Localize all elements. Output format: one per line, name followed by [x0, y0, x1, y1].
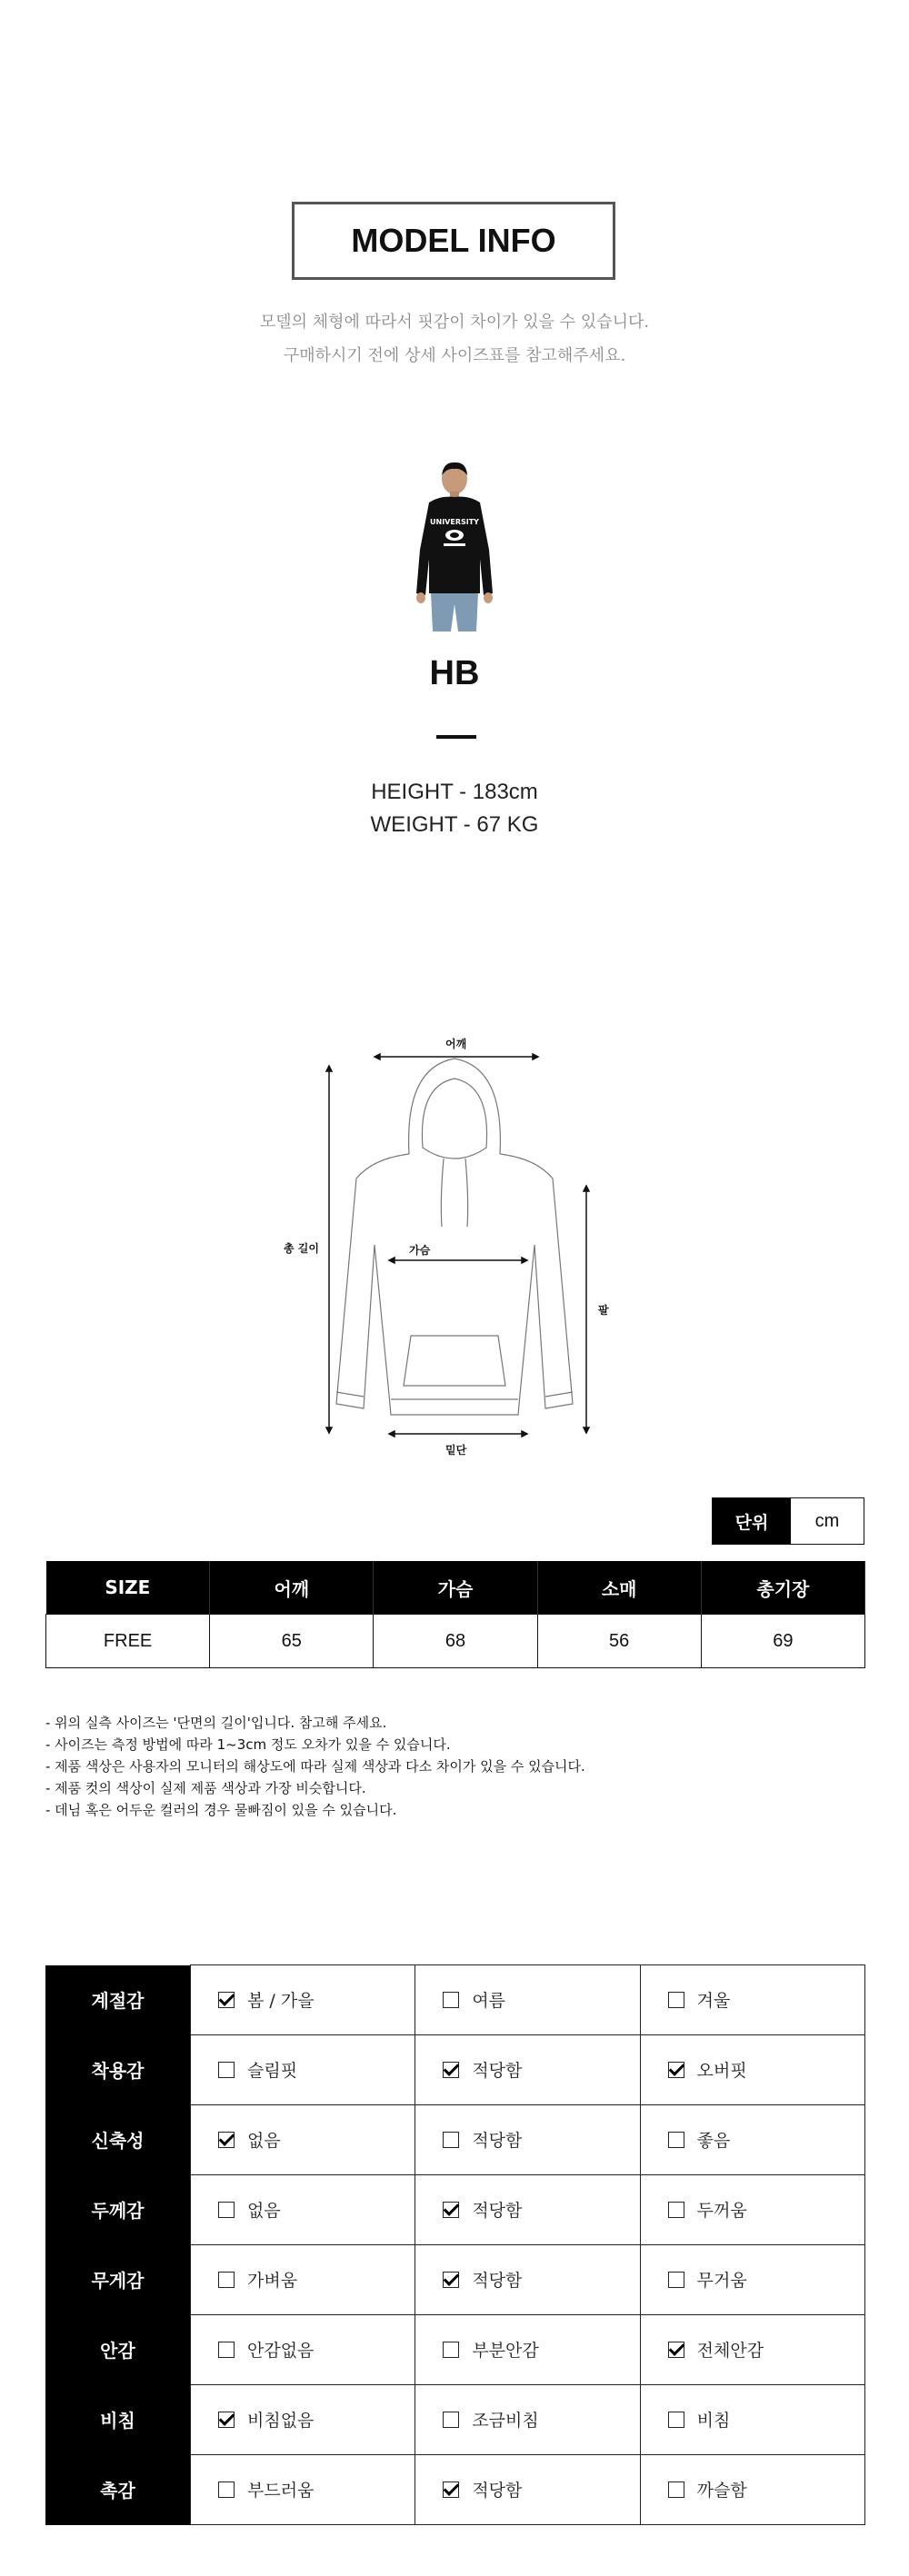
fit-option [443, 2057, 639, 2082]
fit-option [668, 2407, 864, 2432]
fit-option-cell [191, 2314, 415, 2384]
fit-option-cell [191, 2034, 415, 2104]
fit-row-label: 촉감 [45, 2454, 191, 2524]
fit-row-label: 신축성 [45, 2104, 191, 2174]
unchecked-checkbox-icon [668, 2202, 684, 2218]
checked-checkbox-icon [443, 2482, 459, 2498]
unchecked-checkbox-icon [218, 2202, 235, 2218]
size-table [45, 1561, 865, 1668]
fit-option-label: 적당함 [472, 2061, 523, 2081]
unchecked-checkbox-icon [443, 2342, 459, 2358]
fit-option [668, 1987, 864, 2012]
fit-option-label: 슬림핏 [247, 2061, 298, 2081]
fit-option-label: 전체안감 [696, 2341, 764, 2361]
model-height: HEIGHT - 183cm [371, 780, 538, 804]
diagram-label-shoulder: 어깨 [445, 1038, 467, 1050]
checked-checkbox-icon [668, 2342, 684, 2358]
fit-option-cell [191, 2454, 415, 2524]
size-cell-chest: 68 [374, 1615, 537, 1668]
model-divider [436, 735, 476, 739]
fit-option [218, 2407, 415, 2432]
checked-checkbox-icon [668, 2062, 684, 2078]
fit-option-cell [191, 2104, 415, 2174]
fit-option-cell [640, 2174, 864, 2244]
fit-option [668, 2337, 864, 2362]
model-name: HB [429, 654, 480, 692]
fit-option-cell [640, 2384, 864, 2454]
fit-option [668, 2197, 864, 2222]
fit-option-label: 부드러움 [247, 2481, 315, 2501]
fit-option-label: 없음 [247, 2201, 281, 2221]
fit-option-label: 두꺼움 [696, 2201, 747, 2221]
size-cell-shoulder: 65 [210, 1615, 374, 1668]
fit-option [443, 2197, 639, 2222]
note-item: - 위의 실측 사이즈는 '단면의 길이'입니다. 참고해 주세요. [45, 1715, 387, 1731]
fit-option-cell [191, 1965, 415, 2035]
fit-option-label: 까슬함 [696, 2481, 747, 2501]
fit-option [668, 2127, 864, 2152]
fit-option [218, 2057, 415, 2082]
model-info-title: MODEL INFO [351, 222, 556, 259]
fit-row-label: 두께감 [45, 2174, 191, 2244]
fit-option-label: 안감없음 [247, 2341, 315, 2361]
fit-option [443, 2337, 639, 2362]
fit-option [218, 2197, 415, 2222]
fit-option-label: 비침없음 [247, 2411, 315, 2431]
fit-option [218, 2267, 415, 2292]
unit-label: 단위 [713, 1498, 791, 1544]
fit-row-weight [45, 2244, 865, 2314]
fit-row-sheerness [45, 2384, 865, 2454]
fit-option [218, 2477, 415, 2501]
checked-checkbox-icon [443, 2272, 459, 2288]
table-row [46, 1615, 865, 1668]
fit-row-label: 무게감 [45, 2244, 191, 2314]
fit-option-cell [640, 2034, 864, 2104]
fit-option-label: 적당함 [472, 2481, 523, 2501]
size-header-sleeve: 소매 [537, 1561, 701, 1615]
checked-checkbox-icon [218, 2412, 235, 2428]
checked-checkbox-icon [218, 1992, 235, 2008]
unchecked-checkbox-icon [443, 2132, 459, 2148]
fit-option [668, 2477, 864, 2501]
fit-option-label: 없음 [247, 2131, 281, 2151]
model-notice-line-2: 구매하시기 전에 상세 사이즈표를 참고해주세요. [283, 346, 626, 365]
fit-row-stretch [45, 2104, 865, 2174]
size-header-length: 총기장 [701, 1561, 864, 1615]
size-table-header-row [46, 1561, 865, 1615]
fit-option-label: 가벼움 [247, 2271, 298, 2291]
fit-option-cell [640, 1965, 864, 2035]
checked-checkbox-icon [443, 2062, 459, 2078]
fit-option-cell [640, 2244, 864, 2314]
fit-option [218, 2337, 415, 2362]
fit-option-label: 적당함 [472, 2271, 523, 2291]
unchecked-checkbox-icon [668, 1992, 684, 2008]
unchecked-checkbox-icon [668, 2132, 684, 2148]
fit-option-cell [415, 1965, 640, 2035]
checked-checkbox-icon [443, 2202, 459, 2218]
fit-option-cell [415, 2384, 640, 2454]
diagram-label-sleeve: 팔 [598, 1304, 609, 1317]
unchecked-checkbox-icon [218, 2062, 235, 2078]
unchecked-checkbox-icon [218, 2342, 235, 2358]
fit-row-season [45, 1965, 865, 2035]
unit-indicator [712, 1497, 864, 1545]
size-header-chest: 가슴 [374, 1561, 537, 1615]
fit-option-label: 오버핏 [696, 2061, 747, 2081]
unit-value: cm [814, 1510, 840, 1531]
fit-row-thickness [45, 2174, 865, 2244]
fit-option [668, 2267, 864, 2292]
fit-row-label: 계절감 [45, 1965, 191, 2035]
fit-option-label: 좋음 [696, 2131, 731, 2151]
unchecked-checkbox-icon [218, 2482, 235, 2498]
fit-option-label: 여름 [472, 1991, 506, 2012]
model-photo [409, 459, 500, 632]
fit-table [45, 1964, 865, 2525]
unchecked-checkbox-icon [443, 2412, 459, 2428]
note-item: - 데님 혹은 어두운 컬러의 경우 물빠짐이 있을 수 있습니다. [45, 1802, 397, 1818]
fit-row-texture [45, 2454, 865, 2524]
fit-option-label: 봄 / 가을 [247, 1991, 315, 2012]
fit-row-fit [45, 2034, 865, 2104]
fit-option [668, 2057, 864, 2082]
fit-option [443, 2127, 639, 2152]
size-header-size: SIZE [46, 1561, 210, 1615]
model-info-title-box [292, 202, 615, 280]
fit-option [218, 1987, 415, 2012]
model-notice-line-1: 모델의 체형에 따라서 핏감이 차이가 있을 수 있습니다. [259, 313, 650, 332]
unchecked-checkbox-icon [443, 1992, 459, 2008]
fit-option-cell [191, 2384, 415, 2454]
fit-row-label: 안감 [45, 2314, 191, 2384]
fit-option [443, 2407, 639, 2432]
fit-option-cell [415, 2034, 640, 2104]
unchecked-checkbox-icon [668, 2412, 684, 2428]
fit-option-cell [415, 2104, 640, 2174]
unchecked-checkbox-icon [668, 2272, 684, 2288]
diagram-label-hem: 밑단 [445, 1444, 467, 1457]
fit-option-label: 부분안감 [472, 2341, 539, 2361]
size-cell-size: FREE [46, 1615, 210, 1668]
size-cell-sleeve: 56 [537, 1615, 701, 1668]
fit-option [443, 2477, 639, 2501]
note-item: - 제품 컷의 색상이 실제 제품 색상과 가장 비슷합니다. [45, 1780, 366, 1796]
fit-option-cell [415, 2244, 640, 2314]
fit-option-cell [191, 2174, 415, 2244]
fit-option-cell [640, 2454, 864, 2524]
fit-option [443, 2267, 639, 2292]
fit-option-cell [640, 2314, 864, 2384]
fit-option-label: 조금비침 [472, 2411, 539, 2431]
checked-checkbox-icon [218, 2132, 235, 2148]
model-weight: WEIGHT - 67 KG [370, 812, 539, 837]
fit-option-cell [191, 2244, 415, 2314]
fit-row-lining [45, 2314, 865, 2384]
unchecked-checkbox-icon [668, 2482, 684, 2498]
fit-option-cell [415, 2174, 640, 2244]
fit-option-label: 비침 [696, 2411, 731, 2431]
fit-option-cell [640, 2104, 864, 2174]
fit-option [218, 2127, 415, 2152]
fit-option-label: 무거움 [696, 2271, 747, 2291]
diagram-label-chest: 가슴 [409, 1244, 431, 1257]
fit-row-label: 비침 [45, 2384, 191, 2454]
size-diagram [273, 1022, 636, 1458]
note-item: - 사이즈는 측정 방법에 따라 1~3cm 정도 오차가 있을 수 있습니다. [45, 1736, 451, 1753]
fit-option-label: 적당함 [472, 2131, 523, 2151]
size-header-shoulder: 어깨 [210, 1561, 374, 1615]
fit-option [443, 1987, 639, 2012]
fit-row-label: 착용감 [45, 2034, 191, 2104]
fit-option-cell [415, 2454, 640, 2524]
size-cell-length: 69 [701, 1615, 864, 1668]
fit-option-label: 겨울 [696, 1991, 731, 2012]
fit-option-label: 적당함 [472, 2201, 523, 2221]
fit-option-cell [415, 2314, 640, 2384]
size-notes [45, 1712, 864, 1821]
note-item: - 제품 색상은 사용자의 모니터의 해상도에 따라 실제 색상과 다소 차이가 있을 수 있습니다. [45, 1758, 585, 1775]
unchecked-checkbox-icon [218, 2272, 235, 2288]
shirt-print-text: UNIVERSITY [430, 518, 479, 526]
diagram-label-total-length: 총 길이 [284, 1242, 319, 1255]
